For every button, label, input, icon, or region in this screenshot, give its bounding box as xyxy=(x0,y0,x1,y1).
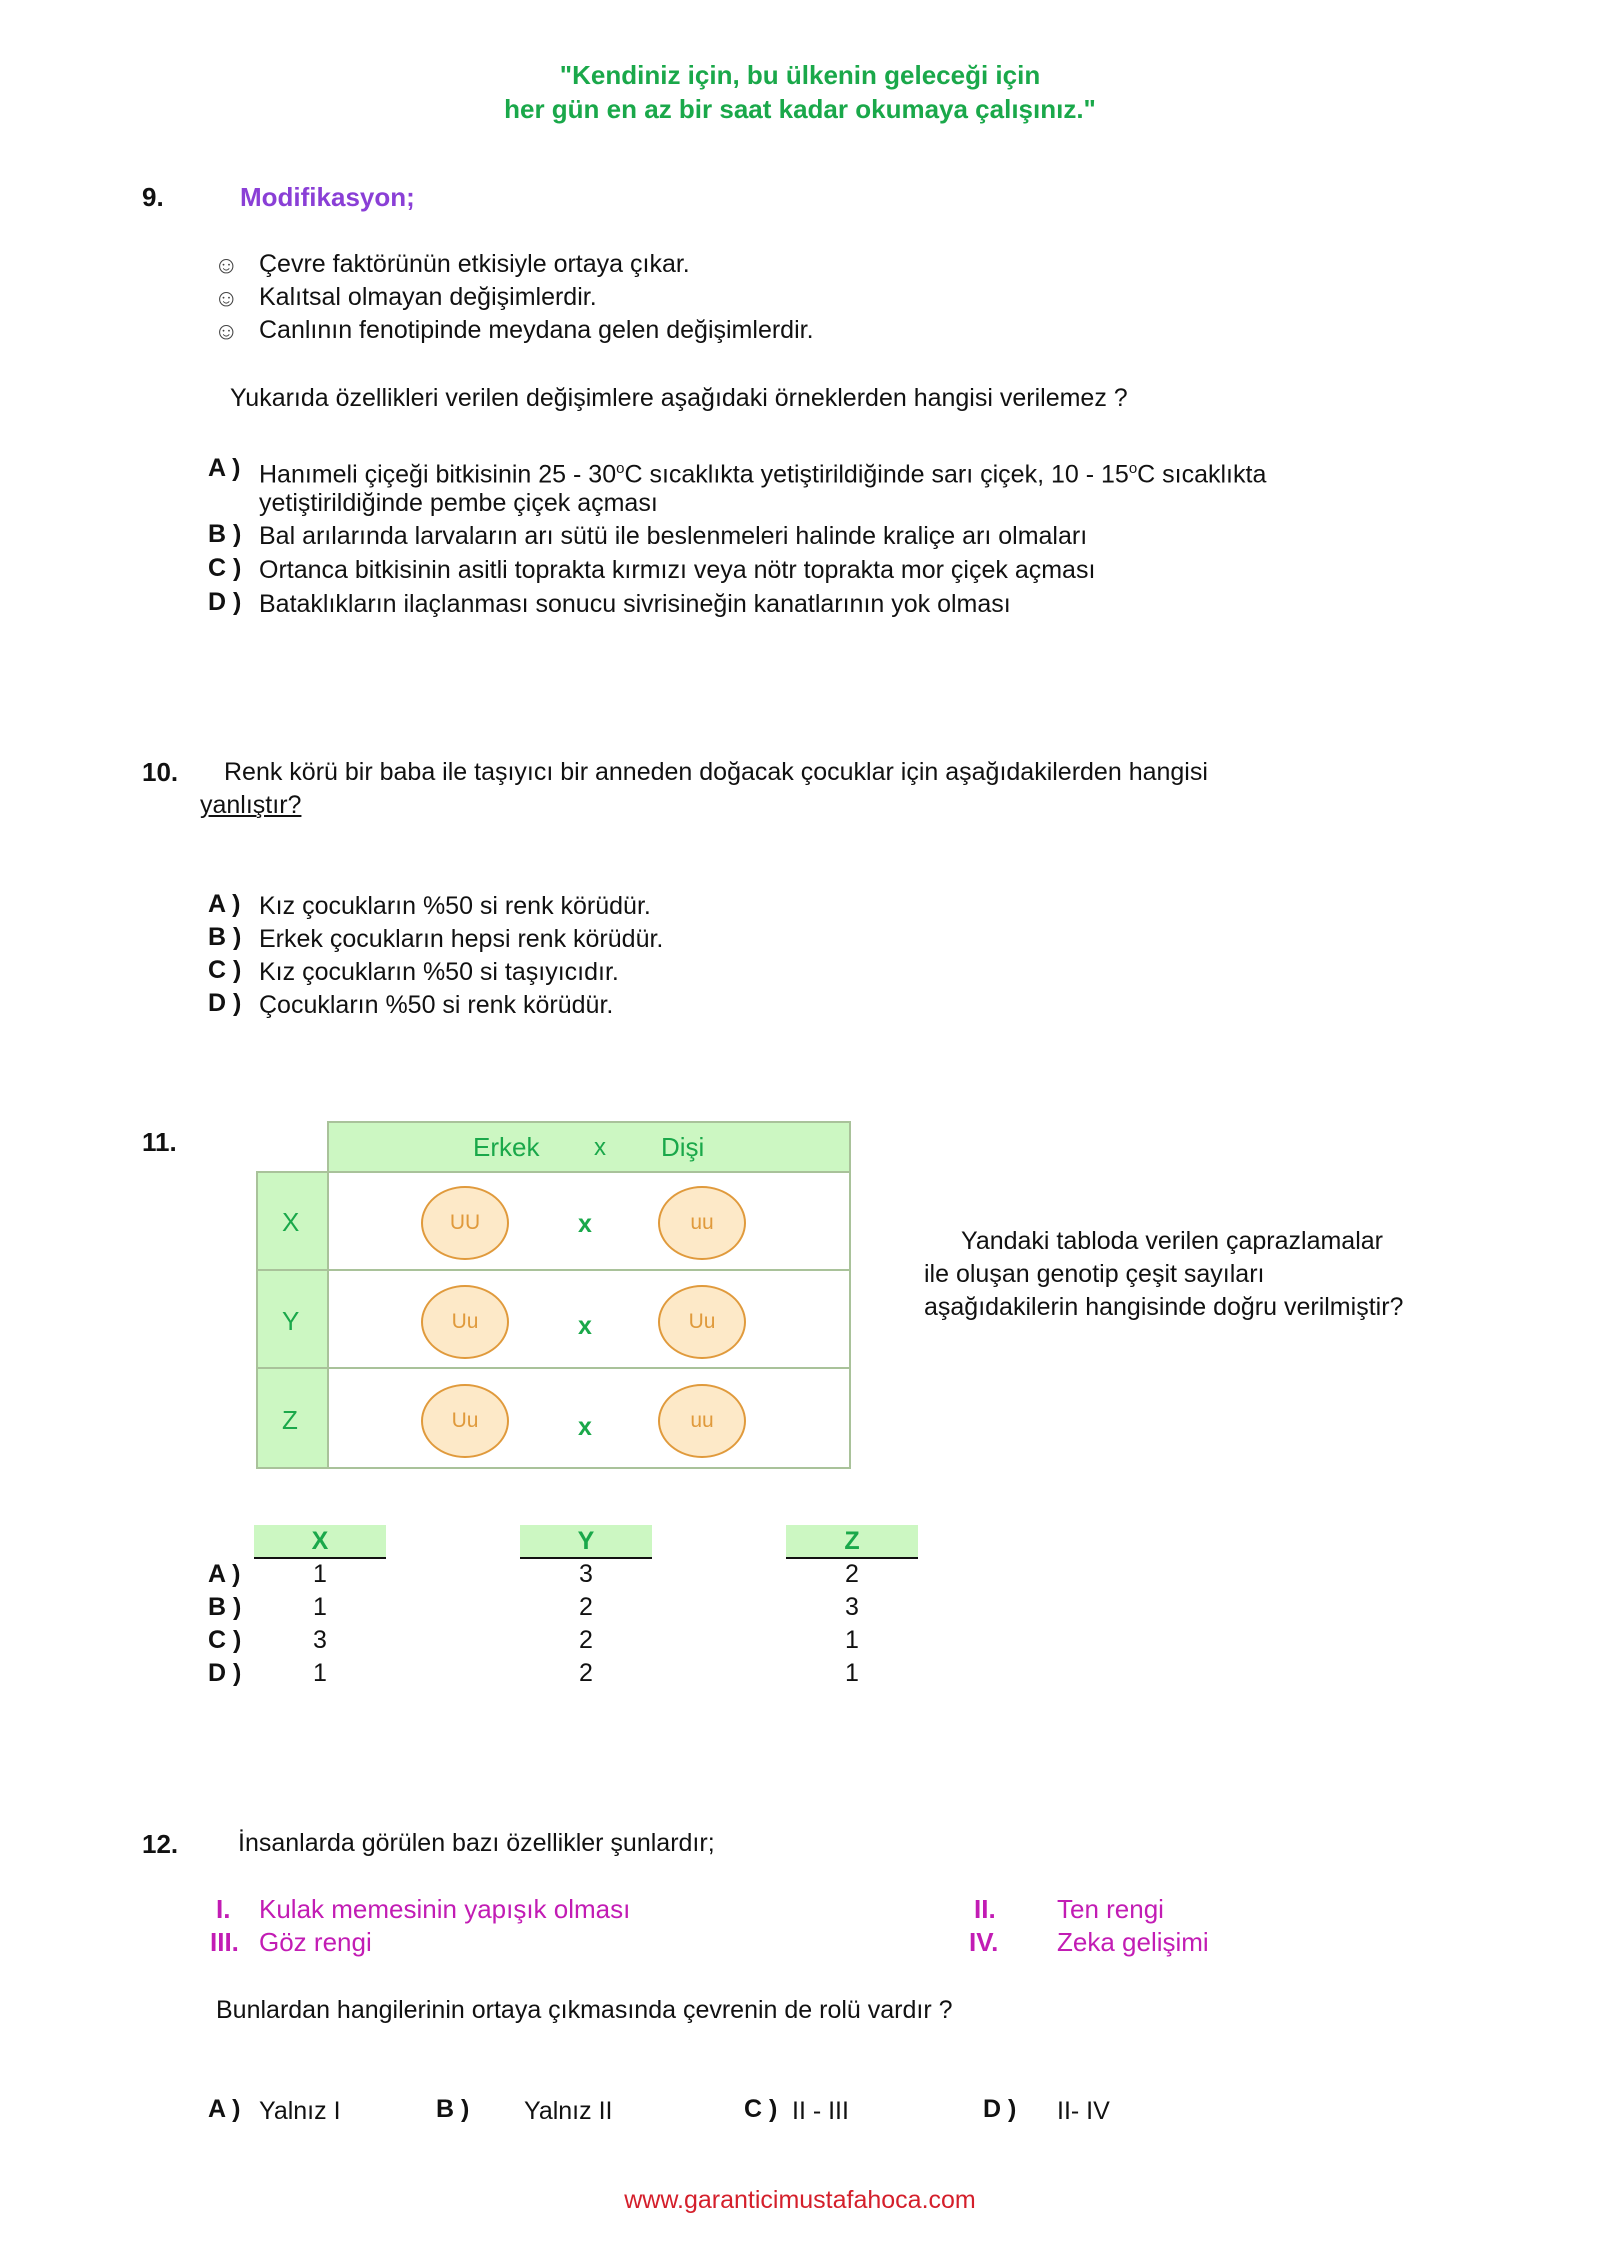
q12-option-d-label: D ) xyxy=(983,2095,1017,2123)
q10-option-b-text: Erkek çocukların hepsi renk körüdür. xyxy=(259,925,664,953)
q11-option-c-y: 2 xyxy=(579,1626,593,1654)
q12-option-a-label: A ) xyxy=(208,2095,241,2123)
genotype-circle-female: uu xyxy=(658,1384,746,1458)
genotype-circle-male: Uu xyxy=(421,1384,509,1458)
q11-option-d-label: D ) xyxy=(208,1659,242,1687)
q10-option-d-label: D ) xyxy=(208,989,242,1017)
q10-option-a-label: A ) xyxy=(208,890,241,918)
q9-bullet-1: Çevre faktörünün etkisiyle ortaya çıkar. xyxy=(259,250,690,278)
q9-bullet-2: Kalıtsal olmayan değişimlerdir. xyxy=(259,283,597,311)
q12-item-4-text: Zeka gelişimi xyxy=(1057,1927,1209,1957)
q11-option-b-z: 3 xyxy=(845,1593,859,1621)
q11-option-d-z: 1 xyxy=(845,1659,859,1687)
q12-item-3-text: Göz rengi xyxy=(259,1927,372,1957)
q12-option-b-label: B ) xyxy=(436,2095,470,2123)
q11-option-b-label: B ) xyxy=(208,1593,242,1621)
question-9-number: 9. xyxy=(142,182,164,212)
q12-item-2-numeral: II. xyxy=(974,1894,996,1924)
question-12-number: 12. xyxy=(142,1829,179,1859)
q11-question-line1: Yandaki tabloda verilen çaprazlamalar xyxy=(961,1227,1383,1255)
q11-option-c-x: 3 xyxy=(313,1626,327,1654)
q12-item-1-numeral: I. xyxy=(216,1894,231,1924)
q11-option-c-label: C ) xyxy=(208,1626,242,1654)
answer-header-x: X xyxy=(254,1525,386,1559)
q11-option-d-y: 2 xyxy=(579,1659,593,1687)
q9-option-a-text: Hanımeli çiçeği bitkisinin 25 - 30$^o$C sıcaklıkta yetiştirildiğinde sarı çiçek, 10 - 15$^o$C sıcaklıkta xyxy=(259,460,1267,489)
q11-question-line3: aşağıdakilerin hangisinde doğru verilmiştir? xyxy=(924,1293,1404,1321)
genotype-circle-male: Uu xyxy=(421,1285,509,1359)
row-label-y: Y xyxy=(282,1306,300,1336)
q9-question: Yukarıda özellikleri verilen değişimlere aşağıdaki örneklerden hangisi verilemez ? xyxy=(230,384,1128,412)
q9-bullet-3: Canlının fenotipinde meydana gelen değişimlerdir. xyxy=(259,316,814,344)
answer-header-y: Y xyxy=(520,1525,652,1559)
q9-option-b-label: B ) xyxy=(208,520,242,548)
cross-table-header xyxy=(327,1121,851,1173)
q12-option-d-text: II- IV xyxy=(1057,2097,1110,2125)
row-label-x: X xyxy=(282,1207,300,1237)
genotype-circle-female: Uu xyxy=(658,1285,746,1359)
motivational-quote-line2: her gün en az bir saat kadar okumaya çalışınız." xyxy=(504,94,1096,124)
q12-option-c-label: C ) xyxy=(744,2095,778,2123)
cross-symbol: x xyxy=(578,1312,592,1340)
smiley-icon: ☺ xyxy=(214,252,239,279)
cross-symbol: x xyxy=(578,1413,592,1441)
q11-option-a-x: 1 xyxy=(313,1560,327,1588)
q12-question: Bunlardan hangilerinin ortaya çıkmasında çevrenin de rolü vardır ? xyxy=(216,1996,953,2024)
q12-option-c-text: II - III xyxy=(792,2097,849,2125)
q11-option-b-y: 2 xyxy=(579,1593,593,1621)
smiley-icon: ☺ xyxy=(214,318,239,345)
q10-question-line1: Renk körü bir baba ile taşıyıcı bir anneden doğacak çocuklar için aşağıdakilerden hangisi xyxy=(224,758,1208,786)
motivational-quote-line1: "Kendiniz için, bu ülkenin geleceği için xyxy=(559,60,1041,90)
q12-item-4-numeral: IV. xyxy=(969,1927,999,1957)
q12-option-b-text: Yalnız II xyxy=(524,2097,613,2125)
row-label-z: Z xyxy=(282,1405,298,1435)
q12-item-2-text: Ten rengi xyxy=(1057,1894,1164,1924)
q10-option-c-text: Kız çocukların %50 si taşıyıcıdır. xyxy=(259,958,619,986)
genotype-circle-male: UU xyxy=(421,1186,509,1260)
genotype-circle-female: uu xyxy=(658,1186,746,1260)
q11-option-d-x: 1 xyxy=(313,1659,327,1687)
q10-question-line2: yanlıştır? xyxy=(200,791,302,819)
question-11-number: 11. xyxy=(142,1127,177,1157)
header-female: Dişi xyxy=(661,1132,705,1162)
q9-option-a-label: A ) xyxy=(208,454,241,482)
q11-option-c-z: 1 xyxy=(845,1626,859,1654)
q9-option-d-text: Bataklıkların ilaçlanması sonucu sivrisineğin kanatlarının yok olması xyxy=(259,590,1011,618)
q12-item-3-numeral: III. xyxy=(210,1927,239,1957)
q11-option-a-z: 2 xyxy=(845,1560,859,1588)
header-male: Erkek xyxy=(473,1132,540,1162)
q10-option-d-text: Çocukların %50 si renk körüdür. xyxy=(259,991,614,1019)
footer-website-link[interactable]: www.garanticimustafahoca.com xyxy=(624,2186,976,2214)
cross-symbol: x xyxy=(578,1210,592,1238)
q9-option-c-label: C ) xyxy=(208,554,242,582)
q10-option-b-label: B ) xyxy=(208,923,242,951)
question-10-number: 10. xyxy=(142,757,179,787)
question-9-title: Modifikasyon; xyxy=(240,182,415,212)
q11-question-line2: ile oluşan genotip çeşit sayıları xyxy=(924,1260,1265,1288)
q12-option-a-text: Yalnız I xyxy=(259,2097,341,2125)
header-cross: x xyxy=(594,1134,606,1161)
smiley-icon: ☺ xyxy=(214,285,239,312)
q9-option-d-label: D ) xyxy=(208,588,242,616)
q12-intro: İnsanlarda görülen bazı özellikler şunlardır; xyxy=(238,1829,715,1857)
q9-option-a-text-line2: yetiştirildiğinde pembe çiçek açması xyxy=(259,489,658,517)
q9-option-b-text: Bal arılarında larvaların arı sütü ile beslenmeleri halinde kraliçe arı olmaları xyxy=(259,522,1088,550)
q11-option-b-x: 1 xyxy=(313,1593,327,1621)
q9-option-c-text: Ortanca bitkisinin asitli toprakta kırmızı veya nötr toprakta mor çiçek açması xyxy=(259,556,1096,584)
q10-option-a-text: Kız çocukların %50 si renk körüdür. xyxy=(259,892,651,920)
answer-header-z: Z xyxy=(786,1525,918,1559)
q12-item-1-text: Kulak memesinin yapışık olması xyxy=(259,1894,631,1924)
q11-option-a-label: A ) xyxy=(208,1560,241,1588)
q11-option-a-y: 3 xyxy=(579,1560,593,1588)
q10-option-c-label: C ) xyxy=(208,956,242,984)
